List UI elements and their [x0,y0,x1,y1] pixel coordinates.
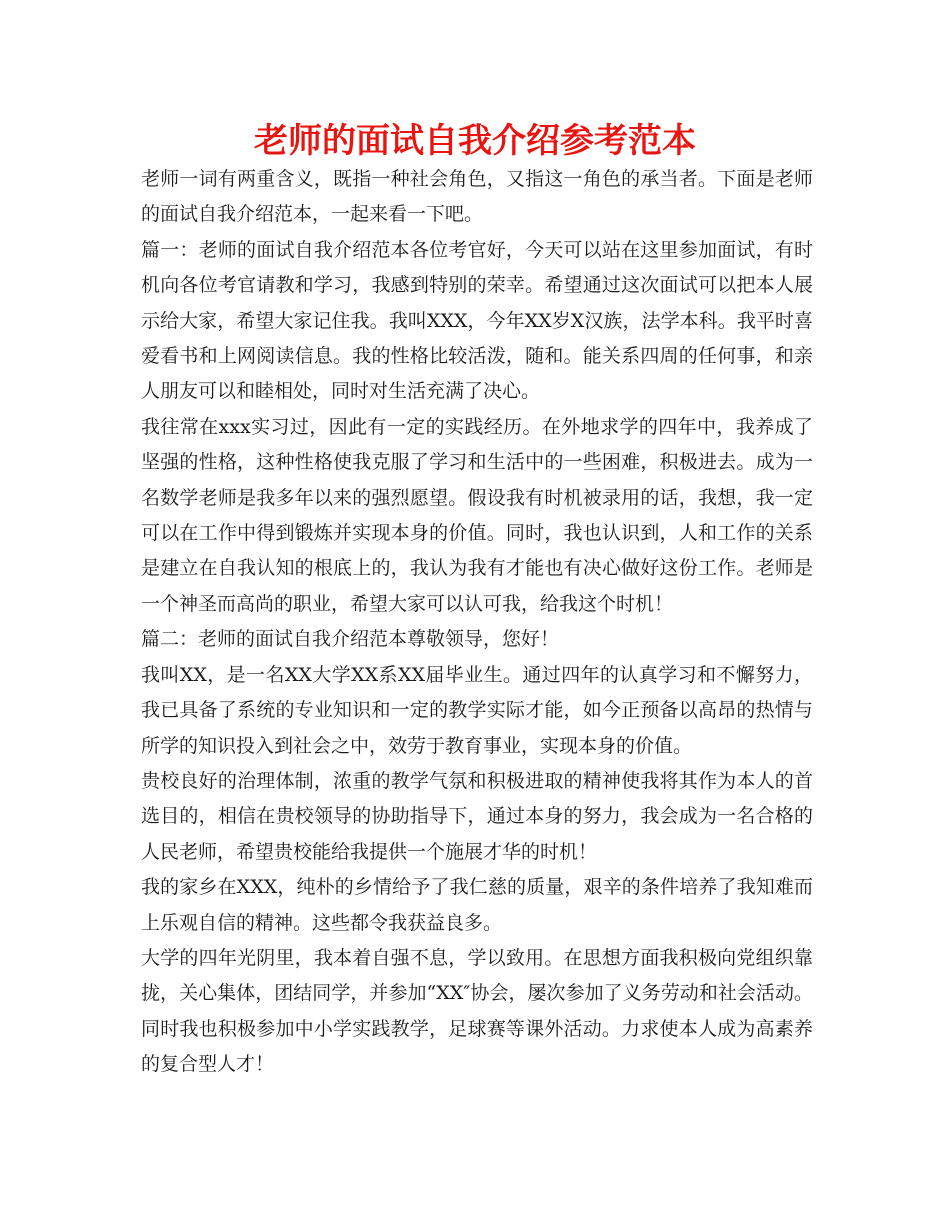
paragraph-sample-two-heading: 篇二：老师的面试自我介绍范本尊敬领导，您好！ [141,628,560,651]
paragraph-school: 贵校良好的治理体制，浓重的教学气氛和积极进取的精神使我将其作为本人的首选目的，相信在贵校领导的协助指导下，通过本身的努力，我会成为一名合格的人民老师，希望贵校能给我提供一个施展才华的时机！ [141,769,813,863]
paragraph-university-years: 大学的四年光阴里，我本着自强不息，学以致用。在思想方面我积极向党组织靠拢，关心集体，团结同学，并参加“XX″协会，屡次参加了义务劳动和社会活动。同时我也积极参加中小学实践教学，足球赛等课外活动。力求使本人成为高素养的复合型人才！ [141,946,813,1076]
paragraph-hometown: 我的家乡在XXX，纯朴的乡情给予了我仁慈的质量，艰辛的条件培养了我知难而上乐观自信的精神。这些都令我获益良多。 [141,876,813,934]
document-body [141,162,813,1083]
paragraph-internship: 我往常在xxx实习过，因此有一定的实践经历。在外地求学的四年中，我养成了坚强的性格，这种性格使我克服了学习和生活中的一些困难，积极进去。成为一名数学老师是我多年以来的强烈愿望。假设我有时机被录用的话，我想，我一定可以在工作中得到锻炼并实现本身的价值。同时，我也认识到，人和工作的关系是建立在自我认知的根底上的，我认为我有才能也有决心做好这份工作。老师是一个神圣而高尚的职业，希望大家可以认可我，给我这个时机！ [141,415,813,615]
paragraph-sample-one: 篇一：老师的面试自我介绍范本各位考官好，今天可以站在这里参加面试，有时机向各位考官请教和学习，我感到特别的荣幸。希望通过这次面试可以把本人展示给大家，希望大家记住我。我叫XXX，今年XX岁X汉族，法学本科。我平时喜爱看书和上网阅读信息。我的性格比较活泼，随和。能关系四周的任何事，和亲人朋友可以和睦相处，同时对生活充满了决心。 [141,238,813,403]
document-title: 老师的面试自我介绍参考范本 [254,121,696,161]
paragraph-graduate: 我叫XX，是一名XX大学XX系XX届毕业生。通过四年的认真学习和不懈努力，我已具备了系统的专业知识和一定的教学实际才能，如今正预备以高昂的热情与所学的知识投入到社会之中，效劳于教育事业，实现本身的价值。 [141,663,813,757]
paragraph-intro: 老师一词有两重含义，既指一种社会角色，又指这一角色的承当者。下面是老师的面试自我介绍范本，一起来看一下吧。 [141,168,813,226]
